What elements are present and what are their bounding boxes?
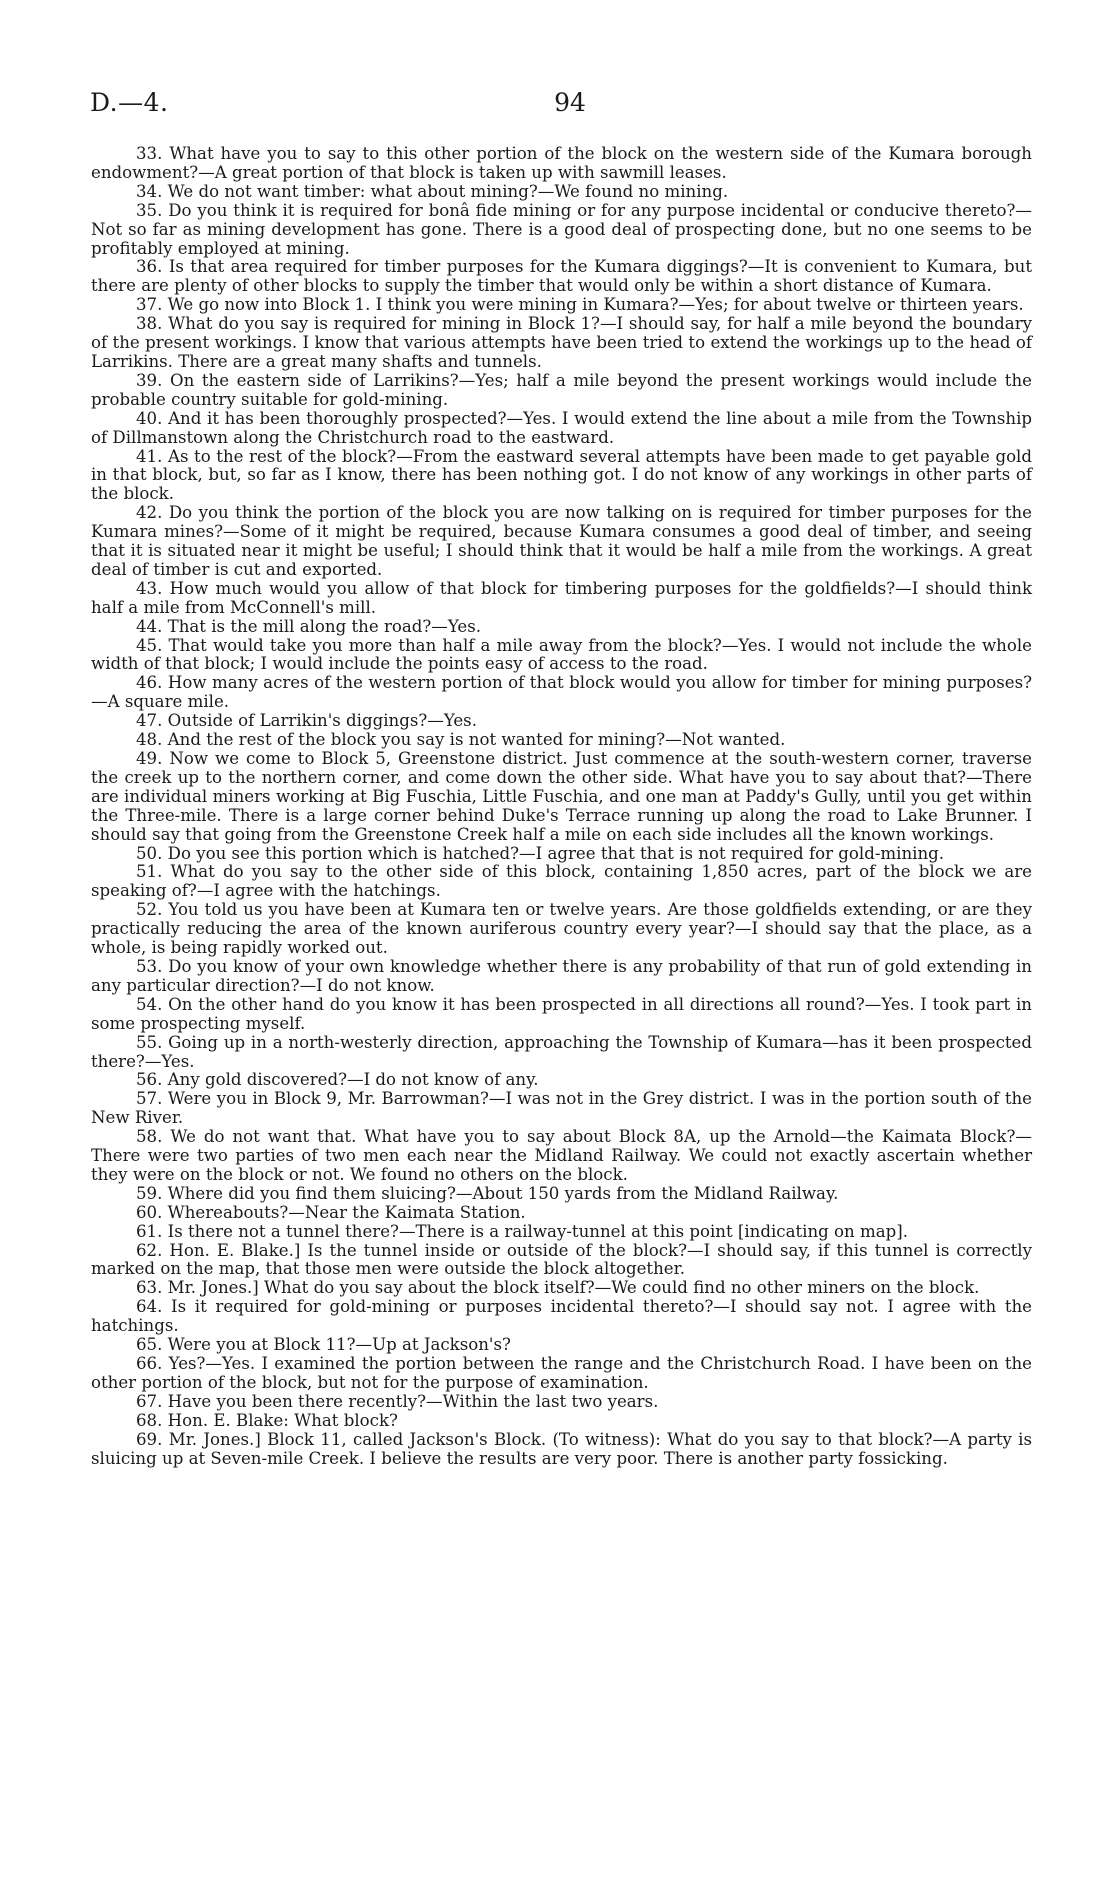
question-38: 38. What do you say is required for mining in Block 1?—I should say, for half a mile beyond the boundary of the present workings. I know that various attempts have been tried to extend the workings up to the head of Larrikins. There are a great many shafts and tunnels. — [91, 314, 1032, 371]
question-50: 50. Do you see this portion which is hatched?—I agree that that is not required for gold-mining. — [136, 843, 945, 863]
question-60: 60. Whereabouts?—Near the Kaimata Station. — [136, 1202, 526, 1222]
question-43: 43. How much would you allow of that block for timbering purposes for the goldfields?—I should think half a mile from McConnell's mill. — [91, 578, 1032, 617]
question-40: 40. And it has been thoroughly prospected?—Yes. I would extend the line about a mile from the Township of Dillmanstown along the Christchurch road to the eastward. — [91, 408, 1032, 447]
question-64: 64. Is it required for gold-mining or purposes incidental thereto?—I should say not. I agree with the hatchings. — [91, 1297, 1032, 1336]
question-46: 46. How many acres of the western portion of that block would you allow for timber for mining purposes?—A square mile. — [91, 673, 1032, 712]
question-66: 66. Yes?—Yes. I examined the portion between the range and the Christchurch Road. I have been on the other portion of the block, but not for the purpose of examination. — [91, 1354, 1032, 1392]
question-55: 55. Going up in a north-westerly direction, approaching the Township of Kumara—has it been prospected there?—Yes. — [91, 1032, 1032, 1071]
question-62: 62. Hon. E. Blake.] Is the tunnel inside or outside of the block?—I should say, if this tunnel is correctly marked on the map, that those men were outside the block altogether. — [91, 1240, 1032, 1279]
question-59: 59. Where did you find them sluicing?—About 150 yards from the Midland Railway. — [136, 1183, 839, 1203]
question-47: 47. Outside of Larrikin's diggings?—Yes. — [136, 711, 477, 731]
question-61: 61. Is there not a tunnel there?—There is a railway-tunnel at this point [indicating on map]. — [136, 1221, 908, 1241]
question-52: 52. You told us you have been at Kumara ten or twelve years. Are those goldfields extending, or are they practically reducing the area of the known auriferous country every year?—I should say that the place, as a whole, is being rapidly worked out. — [91, 900, 1032, 958]
question-51: 51. What do you say to the other side of this block, containing 1,850 acres, part of the block we are speaking of?—I agree with the hatchings. — [91, 862, 1032, 901]
question-37: 37. We go now into Block 1. I think you were mining in Kumara?—Yes; for about twelve or thirteen years. — [136, 295, 1024, 315]
question-67: 67. Have you been there recently?—Within the last two years. — [136, 1391, 659, 1411]
question-57: 57. Were you in Block 9, Mr. Barrowman?—I was not in the Grey district. I was in the portion south of the New River. — [91, 1089, 1032, 1128]
question-45: 45. That would take you more than half a mile away from the block?—Yes. I would not include the whole width of that block; I would include the points easy of access to the road. — [91, 635, 1032, 674]
question-33: 33. What have you to say to this other portion of the block on the western side of the Kumara borough endowment?—A great portion of that block is taken up with sawmill leases. — [91, 144, 1032, 182]
question-49: 49. Now we come to Block 5, Greenstone district. Just commence at the south-western corner, traverse the creek up to the northern corner, and come down the other side. What have you to say about that?—There are individual miners working at Big Fuschia, Little Fuschia, and one man at Paddy's Gully, until you get within the Three-mile. There is a large corner behind Duke's Terrace running up along the road to Lake Brunner. I should say that going from the Greenstone Creek half a mile on each side includes all the known workings. — [91, 749, 1032, 844]
question-53: 53. Do you know of your own knowledge whether there is any probability of that run of gold extending in any particular direction?—I do not know. — [91, 956, 1032, 995]
question-65: 65. Were you at Block 11?—Up at Jackson's? — [136, 1335, 511, 1355]
question-41: 41. As to the rest of the block?—From the eastward several attempts have been made to get payable gold in that block, but, so far as I know, there has been nothing got. I do not know of any workings in other parts of the block. — [91, 446, 1032, 504]
page-number: 94 — [554, 88, 586, 117]
question-35: 35. Do you think it is required for bonâ fide mining or for any purpose incidental or conducive thereto?—Not so far as mining development has gone. There is a good deal of prospecting done, but no one seems to be profitably employed at mining. — [91, 200, 1032, 258]
question-44: 44. That is the mill along the road?—Yes. — [136, 616, 482, 636]
question-48: 48. And the rest of the block you say is not wanted for mining?—Not wanted. — [136, 730, 786, 750]
question-58: 58. We do not want that. What have you to say about Block 8A, up the Arnold—the Kaimata Block?—There were two parties of two men each near the Midland Railway. We could not exactly ascertain whether they were on the block or not. We found no others on the block. — [91, 1127, 1032, 1184]
question-56: 56. Any gold discovered?—I do not know of any. — [136, 1070, 539, 1090]
question-68: 68. Hon. E. Blake: What block? — [136, 1410, 398, 1430]
question-42: 42. Do you think the portion of the block you are now talking on is required for timber purposes for the Kumara mines?—Some of it might be required, because Kumara consumes a good deal of timber, and seeing that it is situated near it might be useful; I should think that it would be half a mile from the workings. A great deal of timber is cut and exported. — [91, 503, 1032, 579]
testimony-body — [91, 145, 1032, 1468]
question-63: 63. Mr. Jones.] What do you say about the block itself?—We could find no other miners on the block. — [136, 1278, 980, 1298]
question-36: 36. Is that area required for timber purposes for the Kumara diggings?—It is convenient to Kumara, but there are plenty of other blocks to supply the timber that would only be within a short distance of Kumara. — [91, 257, 1032, 296]
question-69: 69. Mr. Jones.] Block 11, called Jackson's Block. (To witness): What do you say to that block?—A party is sluicing up at Seven-mile Creek. I believe the results are very poor. There is another party fossicking. — [91, 1429, 1032, 1468]
question-34: 34. We do not want timber: what about mining?—We found no mining. — [136, 181, 729, 201]
question-39: 39. On the eastern side of Larrikins?—Yes; half a mile beyond the present workings would include the probable country suitable for gold-mining. — [91, 370, 1032, 409]
question-54: 54. On the other hand do you know it has been prospected in all directions all round?—Yes. I took part in some prospecting myself. — [91, 994, 1032, 1033]
document-reference: D.—4. — [90, 88, 169, 117]
